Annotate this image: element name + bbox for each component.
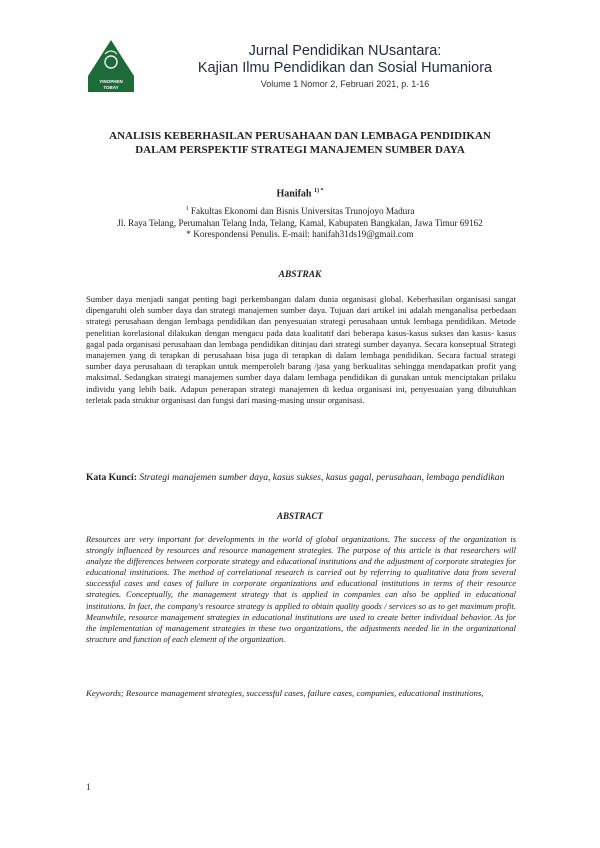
journal-volume: Volume 1 Nomor 2, Februari 2021, p. 1-16: [260, 79, 430, 89]
abstract-body: Resources are very important for developments in the world of global organizations. The success of the organization is strongly influenced by resources and resource management strategies. The purpose of this article is that researchers will analyze the differences between corporate strategy and educational institutions and the adjustment of corporate strategies for educational institutions. The method of correlational research is carried out by referring to qualitative data from several successful cases and cases of failure in corporate organizations and educational institutions in terms of their resource strategies. Conceptually, the management strategy that is applied in companies can also be applied in educational institutions. In fact, the company's resource strategy is applied to obtain quality goods / services so as to get maximum profit. Meanwhile, resource management strategies in educational institutions are used to create better individual behavior. As for the implementation of management strategies in these two organizations, the adjustments needed lie in the organizational structure and function of each element of the organization.: [86, 534, 516, 644]
article-title: ANALISIS KEBERHASILAN PERUSAHAAN DAN LEMBAGA PENDIDIKAN DALAM PERSPEKTIF STRATEGI MANAJEMEN SUMBER DAYA: [109, 130, 491, 156]
page-number: 1: [86, 782, 91, 792]
abstrak-heading: ABSTRAK: [278, 270, 322, 280]
journal-header: [150, 43, 540, 89]
affiliation-superscript: 1: [185, 205, 189, 212]
correspondence: * Korespondensi Penulis. E-mail: hanifah31ds19@gmail.com: [186, 229, 414, 240]
author-name-line: [80, 186, 520, 200]
svg-text:YINOPHEN: YINOPHEN: [99, 79, 123, 84]
affiliation: Fakultas Ekonomi dan Bisnis Universitas Trunojoyo Madura: [190, 205, 415, 216]
abstrak-body: Sumber daya menjadi sangat penting bagi perkembangan dalam dunia organisasi global. Keberhasilan organisasi sangat dipengaruhi oleh sumber daya dan strategi manajemen sumber daya. Tujuan dari artikel ini adalah menganalisa perbedaan strategi perusahaan dengan lembaga pendidikan dan penyesuaian strategi perusahaan untuk lembaga pendidikan. Metode penelitian korelasional dilakukan dengan mengacu pada data kualitatif dari beberapa kasus-kasus sukses dan kasus- kasus gagal pada organisasi perusahaan dan lembaga pendidikan ditinjau dari strategi sumber dayanya. Secara konseptual Strategi manajemen yang di terapkan di perusahaan bisa juga di terapkan di dalam lembaga pendidikan. Secara factual strategi sumber daya perusahaan di terapkan untuk memperoleh barang /jasa yang berkualitas sehingga mendapatkan profit yang maksimal. Sedangkan strategi manajemen sumber daya dalam lembaga pendidikan di gunakan untuk menciptakan prilaku individu yang lebih baik. Adapun penerapan strategi manajemen di kedua organisasi ini, penyesuaian yang dibutuhkan terletak pada struktur organisasi dan fungsi dari masing-masing unsur organisasi.: [86, 294, 516, 405]
affiliation-line: [80, 204, 520, 218]
kata-kunci: [86, 472, 516, 484]
journal-logo: [86, 38, 136, 94]
author-superscript: 1) *: [314, 188, 324, 194]
journal-name-line1: Jurnal Pendidikan NUsantara:: [248, 43, 442, 59]
kata-kunci-text: Strategi manajemen sumber daya, kasus sukses, kasus gagal, perusahaan, lembaga pendidikan: [139, 472, 505, 483]
kata-kunci-label: Kata Kunci:: [86, 472, 137, 483]
address: Jl. Raya Telang, Perumahan Telang Inda, Telang, Kamal, Kabupaten Bangkalan, Jawa Timur 69162: [117, 217, 483, 228]
journal-name-line2: Kajian Ilmu Pendidikan dan Sosial Humaniora: [197, 60, 493, 76]
author-name: Hanifah: [276, 188, 312, 200]
svg-text:TOBAY: TOBAY: [103, 85, 119, 90]
abstract-heading: ABSTRACT: [276, 511, 323, 521]
author-block: [80, 186, 520, 241]
keywords: Keywords; Resource management strategies, successful cases, failure cases, companies, educational institutions,: [86, 688, 484, 698]
